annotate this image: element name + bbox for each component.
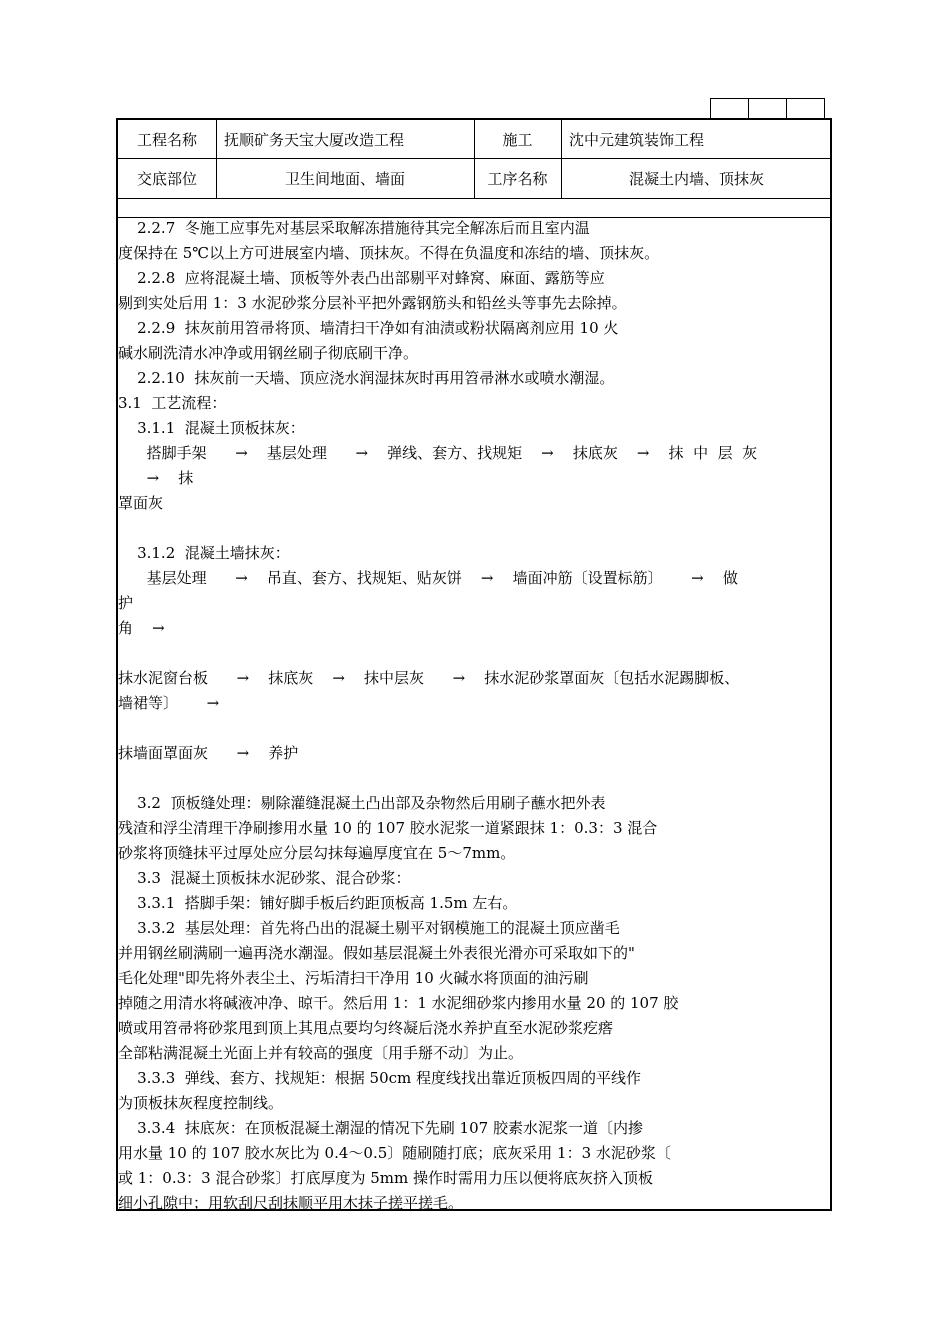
disclosure-sheet (116, 118, 832, 1211)
content-line: 2.2.8 应将混凝土墙、顶板等外表凸出部剔平对蜂窝、麻面、露筋等应 (118, 269, 605, 287)
content-line: 碱水刷洗清水冲净或用钢丝刷子彻底刷干净。 (118, 344, 419, 362)
content-line: 喷或用笤帚将砂浆甩到顶上其甩点要均匀终凝后浇水养护直至水泥砂浆疙瘩 (118, 1019, 614, 1037)
content-line: 度保持在 5℃以上方可进展室内墙、顶抹灰。不得在负温度和冻结的墙、顶抹灰。 (118, 244, 660, 262)
content-line: 2.2.10 抹灰前一天墙、顶应浇水润湿抹灰时再用笤帚淋水或喷水潮湿。 (118, 369, 615, 387)
header-box (710, 98, 749, 120)
construction-value: 沈中元建筑装饰工程 (569, 130, 705, 149)
header-row-project (118, 120, 830, 159)
header-blank-row (118, 199, 830, 218)
content-line: 3.1.1 混凝土顶板抹灰： (118, 419, 305, 437)
process-label: 工序名称 (487, 170, 548, 188)
content-line: 毛化处理"即先将外表尘土、污垢清扫干净用 10 火碱水将顶面的油污刷 (118, 969, 589, 987)
content-line: 剔到实处后用 1：3 水泥砂浆分层补平把外露钢筋头和铅丝头等事先去除掉。 (118, 294, 627, 312)
content-line: 3.3.2 基层处理：首先将凸出的混凝土剔平对钢模施工的混凝土顶应凿毛 (118, 919, 620, 937)
construction-label: 施工 (502, 130, 533, 149)
content-line: 抹水泥窗台板 → 抹底灰 → 抹中层灰 → 抹水泥砂浆罩面灰〔包括水泥踢脚板、 (118, 669, 740, 687)
content-line: 用水量 10 的 107 胶水灰比为 0.4～0.5〕随刷随打底；底灰采用 1：3 水泥砂浆〔 (118, 1144, 671, 1162)
content-line: 3.2 顶板缝处理：剔除灌缝混凝土凸出部及杂物然后用刷子蘸水把外表 (118, 794, 606, 812)
content-line: 或 1：0.3：3 混合砂浆〕打底厚度为 5mm 操作时需用力压以便将底灰挤入顶板 (118, 1169, 654, 1187)
content-line: 角 → (118, 619, 165, 637)
project-name-label: 工程名称 (136, 130, 197, 149)
header-box (748, 98, 787, 120)
header-boxes (711, 98, 825, 120)
content-line: 3.3.4 抹底灰：在顶板混凝土潮湿的情况下先刷 107 胶素水泥浆一道〔内掺 (118, 1119, 643, 1137)
content-line: 护 (118, 594, 134, 612)
content-line: 残渣和浮尘清理干净刷掺用水量 10 的 107 胶水泥浆一道紧跟抹 1：0.3：3 混合 (118, 819, 658, 837)
content-line: 3.3.1 搭脚手架：铺好脚手板后约距顶板高 1.5m 左右。 (118, 894, 518, 912)
project-name-value: 抚顺矿务天宝大厦改造工程 (224, 130, 405, 149)
content-line: 抹墙面罩面灰 → 养护 (118, 744, 299, 762)
process-value: 混凝土内墙、顶抹灰 (628, 170, 764, 188)
content-line: 2.2.7 冬施工应事先对基层采取解冻措施待其完全解冻后而且室内温 (118, 219, 590, 237)
content-line: 砂浆将顶缝抹平过厚处应分层勾抹每遍厚度宜在 5～7mm。 (118, 844, 516, 862)
location-label: 交底部位 (136, 170, 197, 188)
content-line: 3.1.2 混凝土墙抹灰： (118, 544, 290, 562)
content-line: 细小孔隙中；用软刮尺刮抹顺平用木抹子搓平搓毛。 (118, 1194, 464, 1212)
content-line: 为顶板抹灰程度控制线。 (118, 1094, 284, 1112)
content-line: 3.3 混凝土顶板抹水泥砂浆、混合砂浆： (118, 869, 411, 887)
content-line: 并用钢丝刷满刷一遍再浇水潮湿。假如基层混凝土外表很光滑亦可采取如下的" (118, 944, 635, 962)
content-line: 掉随之用清水将碱液冲净、晾干。然后用 1：1 水泥细砂浆内掺用水量 20 的 107 胶 (118, 994, 679, 1012)
content-line: 3.1 工艺流程： (118, 394, 227, 412)
content-line: → 抹 (118, 469, 194, 487)
content-line: 2.2.9 抹灰前用笤帚将顶、墙清扫干净如有油渍或粉状隔离剂应用 10 火 (118, 319, 619, 337)
header-box (786, 98, 825, 120)
location-value: 卫生间地面、墙面 (284, 170, 405, 188)
content-line: 搭脚手架 → 基层处理 → 弹线、套方、找规矩 → 抹底灰 → 抹 中 层 灰 (118, 444, 758, 462)
content-line: 全部粘满混凝土光面上并有较高的强度〔用手掰不动〕为止。 (118, 1044, 524, 1062)
header-row-location (118, 159, 830, 199)
content-line: 基层处理 → 吊直、套方、找规矩、贴灰饼 → 墙面冲筋〔设置标筋〕 → 做 (118, 569, 738, 587)
content-line: 罩面灰 (118, 494, 164, 512)
content-line: 3.3.3 弹线、套方、找规矩：根据 50cm 程度线找出靠近顶板四周的平线作 (118, 1069, 642, 1087)
content-line: 墙裙等〕 → (118, 694, 220, 712)
